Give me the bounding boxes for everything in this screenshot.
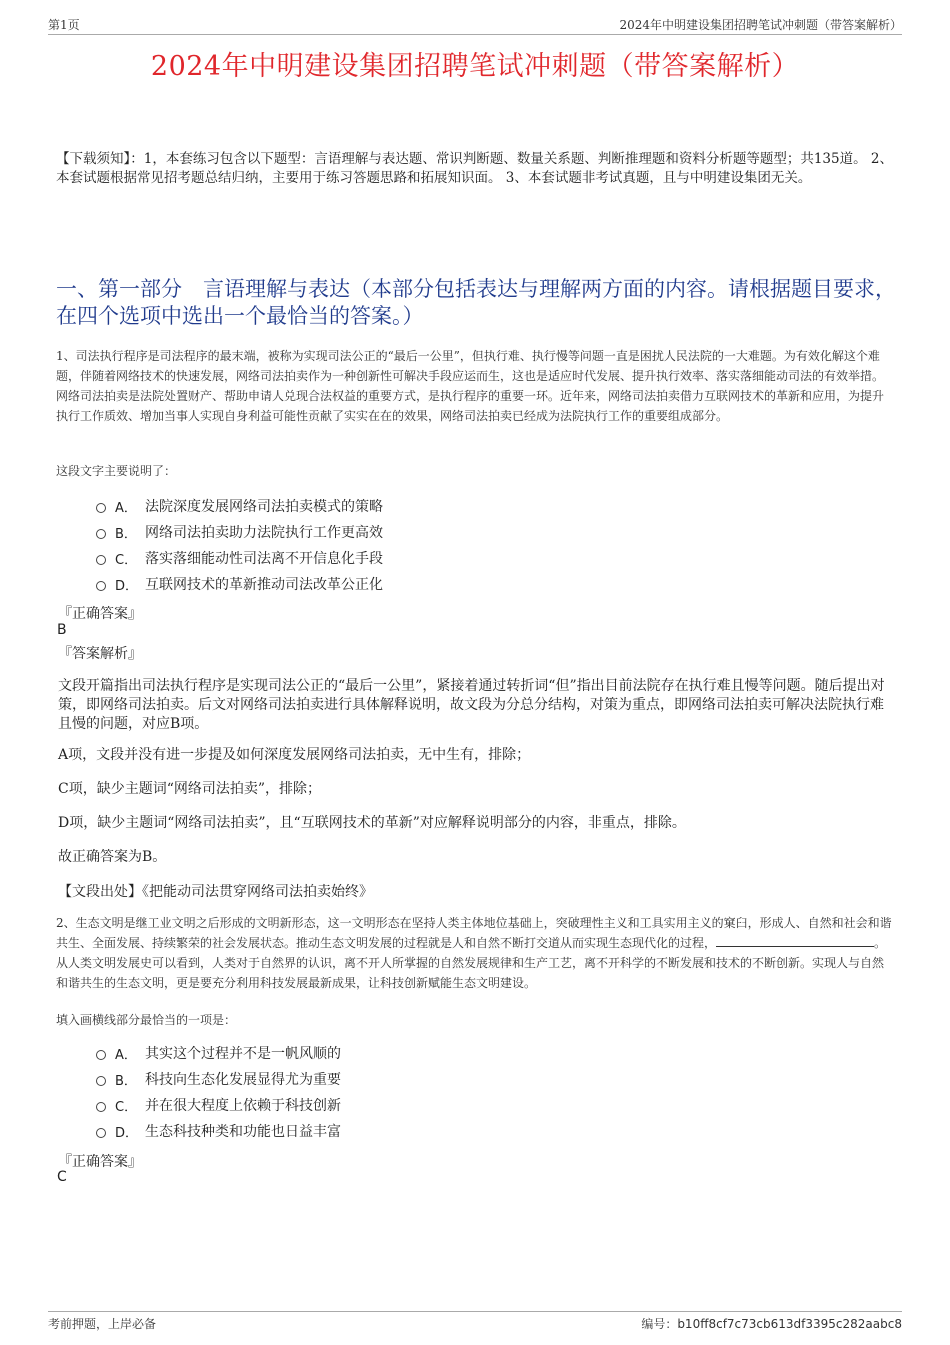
fill-blank — [716, 934, 874, 947]
analysis-option-a: A项，文段并没有进一步提及如何深度发展网络司法拍卖，无中生有，排除； — [58, 747, 531, 763]
question-2-text-after: 。从人类文明发展史可以看到，人类对于自然界的认识，离不开人所掌握的自然发展规律和生产工艺，离不开科学的不断发展和技术的不断创新。实现人与自然和谐共生的生态文明，更是要充分利用科技发展最新成果，让科技创新赋能生态文明建设。 — [56, 936, 887, 990]
option-text: 生态科技种类和功能也日益丰富 — [145, 1124, 341, 1140]
radio-icon[interactable] — [96, 555, 106, 565]
radio-icon[interactable] — [96, 1076, 106, 1086]
question-2-options — [96, 1040, 696, 1144]
page-number: 第1页 — [48, 18, 80, 32]
option-text: 法院深度发展网络司法拍卖模式的策略 — [145, 499, 383, 515]
answer-label: 『正确答案』 — [58, 606, 142, 622]
radio-icon[interactable] — [96, 529, 106, 539]
option-text: 网络司法拍卖助力法院执行工作更高效 — [145, 525, 383, 541]
analysis-option-c: C项，缺少主题词“网络司法拍卖”，排除； — [58, 781, 322, 797]
radio-icon[interactable] — [96, 581, 106, 591]
option-text: 落实落细能动性司法离不开信息化手段 — [145, 551, 383, 567]
option-letter: B． — [115, 1073, 137, 1089]
answer-value: C — [57, 1169, 67, 1185]
question-2-text — [56, 913, 894, 993]
option-c[interactable] — [96, 545, 696, 571]
option-text: 其实这个过程并不是一帆风顺的 — [145, 1046, 341, 1062]
passage-source: 【文段出处】《把能动司法贯穿网络司法拍卖始终》 — [58, 884, 373, 900]
option-text: 并在很大程度上依赖于科技创新 — [145, 1098, 341, 1114]
option-b[interactable] — [96, 1066, 696, 1092]
answer-value: B — [57, 622, 67, 638]
option-letter: C． — [115, 552, 138, 568]
header-doc-title: 2024年中明建设集团招聘笔试冲刺题（带答案解析） — [619, 18, 902, 32]
option-letter: D． — [115, 1125, 139, 1141]
analysis-label: 『答案解析』 — [58, 646, 142, 662]
question-1-options — [96, 493, 696, 597]
analysis-option-d: D项，缺少主题词“网络司法拍卖”，且“互联网技术的革新”对应解释说明部分的内容，非重点，排除。 — [58, 815, 686, 831]
document-title: 2024年中明建设集团招聘笔试冲刺题（带答案解析） — [150, 51, 800, 82]
option-letter: D． — [115, 578, 139, 594]
option-a[interactable] — [96, 1040, 696, 1066]
page-header — [48, 14, 902, 35]
option-a[interactable] — [96, 493, 696, 519]
option-b[interactable] — [96, 519, 696, 545]
radio-icon[interactable] — [96, 503, 106, 513]
section-heading: 一、第一部分 言语理解与表达（本部分包括表达与理解两方面的内容。请根据题目要求，在四个选项中选出一个最恰当的答案。） — [56, 277, 896, 328]
radio-icon[interactable] — [96, 1128, 106, 1138]
question-1-prompt: 这段文字主要说明了： — [56, 464, 177, 478]
option-text: 科技向生态化发展显得尤为重要 — [145, 1072, 341, 1088]
option-text: 互联网技术的革新推动司法改革公正化 — [145, 577, 383, 593]
radio-icon[interactable] — [96, 1102, 106, 1112]
download-notice: 【下载须知】：1，本套练习包含以下题型：言语理解与表达题、常识判断题、数量关系题、判断推理题和资料分析题等题型；共135道。 2、本套试题根据常见招考题总结归纳，主要用于练习答题思路和拓展知识面。 3、本套试题非考试真题，且与中明建设集团无关。 — [56, 151, 893, 186]
option-c[interactable] — [96, 1092, 696, 1118]
option-letter: C． — [115, 1099, 138, 1115]
option-letter: A． — [115, 1047, 137, 1063]
option-d[interactable] — [96, 571, 696, 597]
question-2-prompt: 填入画横线部分最恰当的一项是： — [56, 1013, 237, 1027]
option-letter: A． — [115, 500, 137, 516]
footer-serial: 编号：b10ff8cf7c73cb613df3395c282aabc8 — [641, 1317, 902, 1331]
page-footer — [48, 1311, 902, 1336]
analysis-conclusion: 故正确答案为B。 — [58, 849, 167, 865]
radio-icon[interactable] — [96, 1050, 106, 1060]
answer-label: 『正确答案』 — [58, 1154, 142, 1170]
analysis-paragraph: 文段开篇指出司法执行程序是实现司法公正的“最后一公里”，紧接着通过转折词“但”指出目前法院存在执行难且慢等问题。随后提出对策，即网络司法拍卖。后文对网络司法拍卖进行具体解释说明，故文段为分总分结构，对策为重点，即网络司法拍卖可解决法院执行难且慢的问题，对应B项。 — [58, 678, 885, 732]
question-2-text-before: 2、生态文明是继工业文明之后形成的文明新形态，这一文明形态在坚持人类主体地位基础上，突破理性主义和工具实用主义的窠臼，形成人、自然和社会和谐共生、全面发展、持续繁荣的社会发展状态。推动生态文明发展的过程就是人和自然不断打交道从而实现生态现代化的过程， — [56, 916, 892, 950]
footer-slogan: 考前押题，上岸必备 — [48, 1317, 157, 1331]
option-d[interactable] — [96, 1118, 696, 1144]
option-letter: B． — [115, 526, 137, 542]
question-1-text: 1、司法执行程序是司法程序的最末端，被称为实现司法公正的“最后一公里”，但执行难、执行慢等问题一直是困扰人民法院的一大难题。为有效化解这个难题，伴随着网络技术的快速发展，网络司法拍卖作为一种创新性可解决手段应运而生，这也是适应时代发展、提升执行效率、落实落细能动司法的有效举措。网络司法拍卖是法院处置财产、帮助申请人兑现合法权益的重要方式，是执行程序的重要一环。近年来，网络司法拍卖借力互联网技术的革新和应用，为提升执行工作质效、增加当事人实现自身利益可能性贡献了实实在在的效果，网络司法拍卖已经成为法院执行工作的重要组成部分。 — [56, 349, 885, 423]
